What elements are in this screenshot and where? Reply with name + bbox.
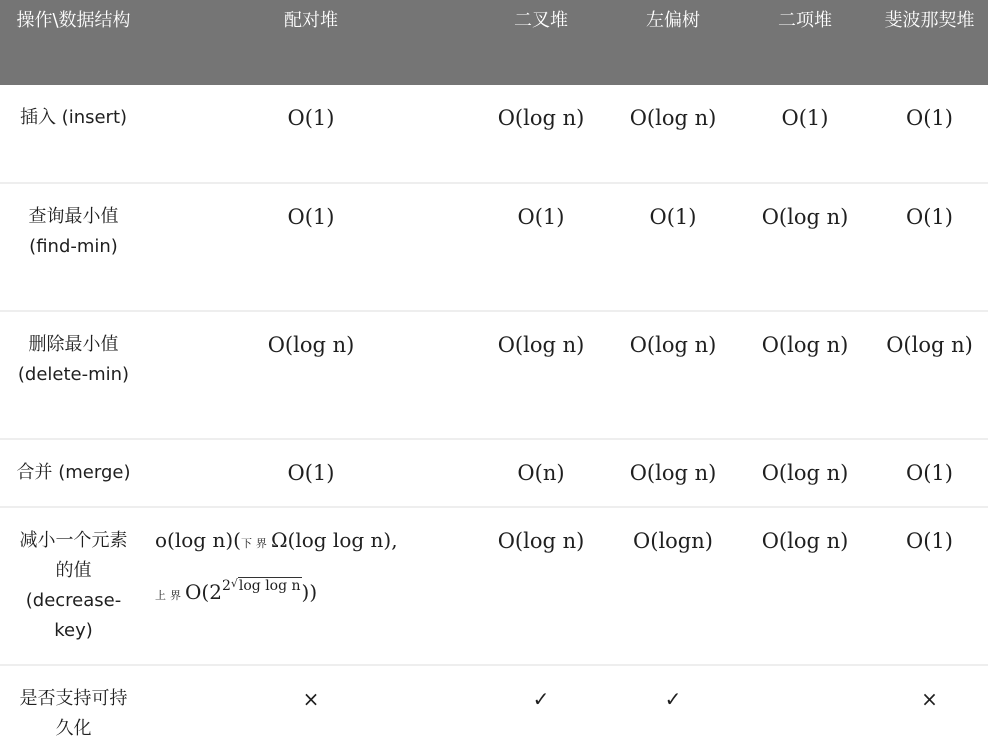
upper-bound-label: 上界 [155, 589, 185, 602]
cell-value: O(1) [147, 183, 475, 311]
cell-value: O(1) [607, 183, 739, 311]
operation-label: 减小一个元素的值 (decrease-key) [0, 507, 147, 665]
cell-value: O(log n) [739, 183, 871, 311]
cell-value: O(logn) [607, 507, 739, 665]
table-row [0, 183, 988, 311]
cell-value: O(n) [475, 439, 607, 507]
cell-value: O(1) [147, 85, 475, 183]
cell-value: O(log n) [607, 439, 739, 507]
formula-exponent [222, 578, 302, 594]
operation-label: 插入 (insert) [0, 85, 147, 183]
formula-part: )) [301, 580, 318, 604]
cell-value-decrease-key [147, 507, 475, 665]
cell-value: O(log n) [739, 311, 871, 439]
cell-value: O(1) [871, 85, 988, 183]
sqrt-icon: √ [230, 577, 238, 590]
cell-value: O(log n) [739, 439, 871, 507]
check-icon: ✓ [532, 687, 550, 711]
header-fibonacci-heap: 斐波那契堆 [871, 0, 988, 85]
cell-value: O(1) [871, 507, 988, 665]
header-leftist-tree: 左偏树 [607, 0, 739, 85]
cross-icon: × [302, 687, 320, 711]
cell-value: O(1) [739, 85, 871, 183]
operation-label: 查询最小值 (find-min) [0, 183, 147, 311]
header-pairing-heap: 配对堆 [147, 0, 475, 85]
cross-icon: × [921, 687, 938, 711]
cell-value: O(1) [871, 439, 988, 507]
formula-part: O(2 [185, 580, 222, 604]
cell-value: O(log n) [607, 311, 739, 439]
check-icon: ✓ [664, 687, 682, 711]
cell-value: O(log n) [475, 85, 607, 183]
cell-value: O(1) [475, 183, 607, 311]
cell-value: O(log n) [739, 507, 871, 665]
operation-label: 删除最小值 (delete-min) [0, 311, 147, 439]
cell-value: O(log n) [871, 311, 988, 439]
header-operation: 操作\数据结构 [0, 0, 147, 85]
cell-value: O(log n) [475, 507, 607, 665]
header-binomial-heap: 二项堆 [739, 0, 871, 85]
table-row [0, 665, 988, 755]
table-row [0, 311, 988, 439]
table-row [0, 507, 988, 665]
cell-value [739, 665, 871, 755]
table-row [0, 439, 988, 507]
cell-value: O(1) [871, 183, 988, 311]
header-binary-heap: 二叉堆 [475, 0, 607, 85]
cell-value: O(log n) [475, 311, 607, 439]
table-row [0, 85, 988, 183]
lower-bound-label: 下界 [240, 537, 271, 550]
operation-label: 合并 (merge) [0, 439, 147, 507]
formula-part: Ω(log log n), [270, 528, 398, 552]
formula-part: 2 [221, 578, 231, 594]
table-header-row [0, 0, 988, 85]
formula-part: o(log n)( [155, 528, 241, 552]
cell-value: O(log n) [147, 311, 475, 439]
cell-value: O(log n) [607, 85, 739, 183]
cell-value: O(1) [147, 439, 475, 507]
operation-label: 是否支持可持久化 [19, 688, 128, 739]
formula-radicand: log log n [238, 578, 301, 594]
